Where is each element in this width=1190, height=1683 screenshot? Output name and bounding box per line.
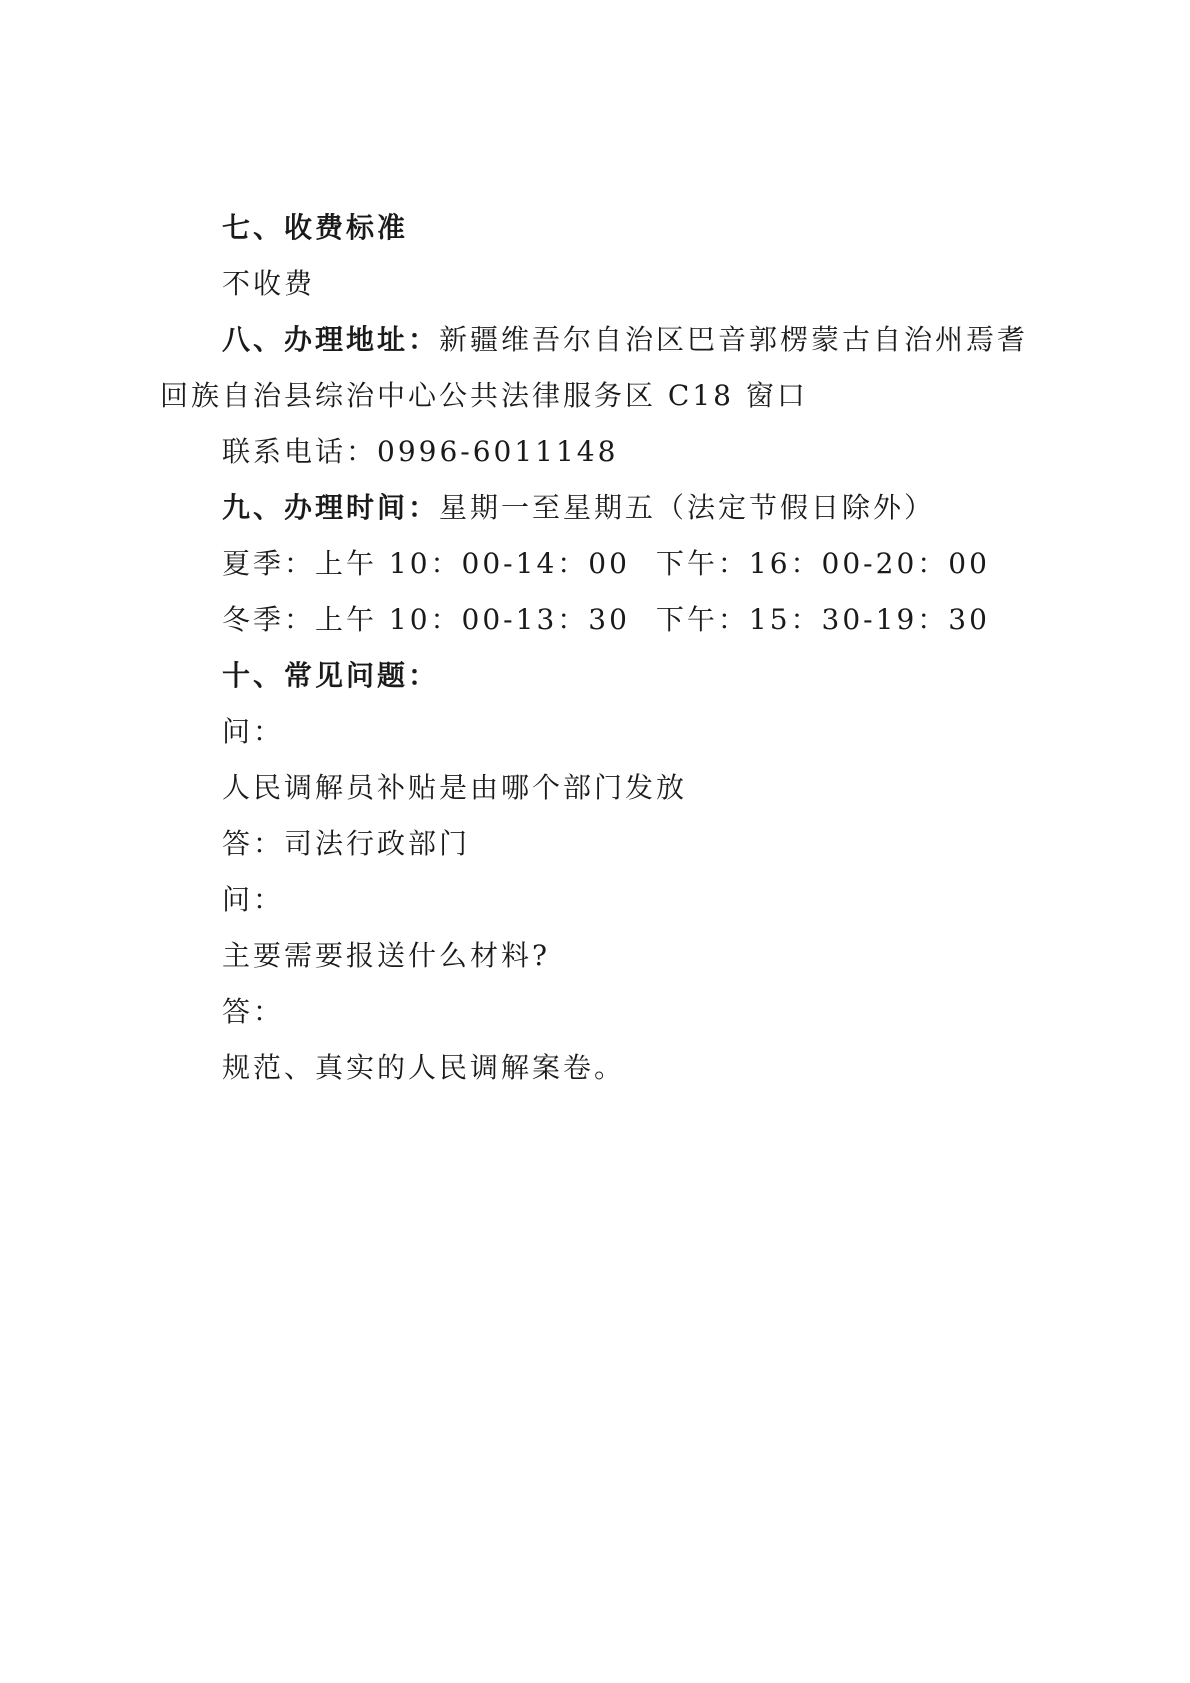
- hours-line: [222, 488, 935, 528]
- phone-line: [222, 432, 618, 472]
- answer-label: 答：: [222, 995, 285, 1028]
- answer-line: [222, 824, 470, 864]
- address-line1: 新疆维吾尔自治区巴音郭楞蒙古自治州焉耆: [439, 323, 1029, 356]
- summer-morning: 上午 10：00-14：00: [315, 547, 630, 580]
- answer-text: 规范、真实的人民调解案卷。: [222, 1051, 626, 1084]
- section8-heading: 八、办理地址：: [222, 323, 440, 356]
- phone-value: 0996-6011148: [377, 435, 619, 468]
- winter-morning: 上午 10：00-13：30: [315, 603, 630, 636]
- summer-hours: [222, 544, 990, 584]
- address-line2: 回族自治县综治中心公共法律服务区 C18 窗口: [160, 379, 808, 412]
- section10-heading: 十、常见问题：: [222, 659, 440, 692]
- question-label: 问：: [222, 715, 285, 748]
- working-days: 星期一至星期五（法定节假日除外）: [439, 491, 936, 524]
- question-text: 人民调解员补贴是由哪个部门发放: [222, 771, 688, 804]
- summer-afternoon: 下午：16：00-20：00: [655, 547, 990, 580]
- winter-hours: [222, 600, 990, 640]
- winter-afternoon: 下午：15：30-19：30: [655, 603, 990, 636]
- fee-content: 不收费: [222, 267, 316, 300]
- summer-label: 夏季：: [222, 547, 316, 580]
- question-label: 问：: [222, 883, 285, 916]
- answer-label: 答：: [222, 827, 285, 860]
- section9-heading: 九、办理时间：: [222, 491, 440, 524]
- question-text: 主要需要报送什么材料?: [222, 939, 551, 972]
- winter-label: 冬季：: [222, 603, 316, 636]
- answer-text: 司法行政部门: [284, 827, 471, 860]
- phone-label: 联系电话：: [222, 435, 378, 468]
- address-paragraph: [222, 320, 1028, 360]
- section7-heading: 七、收费标准: [222, 211, 409, 244]
